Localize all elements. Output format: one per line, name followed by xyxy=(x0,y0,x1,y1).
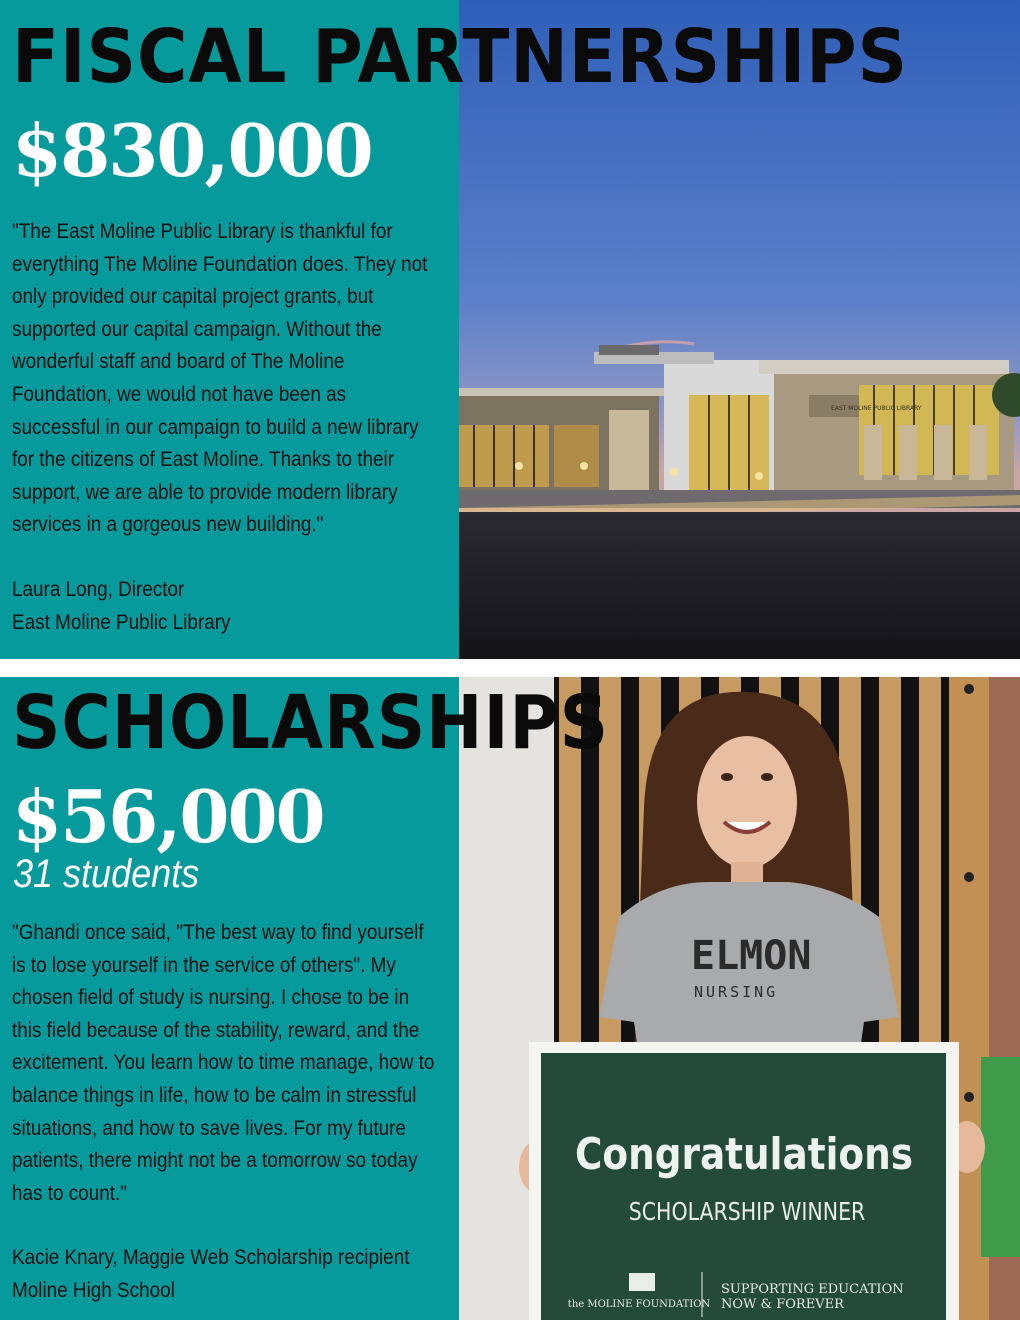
scholarship-winner-photo xyxy=(459,677,1020,1320)
scholarships-section xyxy=(0,677,1020,1320)
scholarships-student-count: 31 students xyxy=(13,852,200,896)
fiscal-attribution-org: East Moline Public Library xyxy=(12,610,231,634)
shirt-text: ELMON xyxy=(691,933,812,979)
fiscal-attribution xyxy=(12,574,435,639)
scholarships-amount: $56,000 xyxy=(12,774,324,859)
fiscal-amount: $830,000 xyxy=(12,108,372,193)
fiscal-quote: "The East Moline Public Library is thankful for everything The Moline Foundation does. They not only provided our capital project grants, but supported our capital campaign. Without the wonderful staff and board of The Moline Foundation, we would not have been as successful in our campaign to build a new library for the citizens of East Moline. Thanks to their support, we are able to provide modern library services in a gorgeous new building." xyxy=(12,220,428,537)
scholarships-attribution-org: Moline High School xyxy=(12,1278,175,1302)
sign-subtitle: SCHOLARSHIP WINNER xyxy=(628,1198,866,1227)
fiscal-attribution-name: Laura Long, Director xyxy=(12,578,185,601)
fiscal-partnerships-section xyxy=(0,0,1020,659)
sign-logo-text: the MOLINE FOUNDATION xyxy=(567,1299,711,1310)
shirt-subtext: NURSING xyxy=(694,983,779,1001)
sign-tagline-2: NOW & FOREVER xyxy=(721,1297,844,1312)
scholarship-winner-illustration xyxy=(459,677,1020,1320)
section-divider xyxy=(0,659,1020,677)
sign-title: Congratulations xyxy=(574,1128,914,1180)
scholarships-title: SCHOLARSHIPS xyxy=(12,680,610,766)
sign-tagline-1: SUPPORTING EDUCATION xyxy=(721,1282,904,1297)
scholarships-attribution xyxy=(12,1242,435,1307)
scholarships-quote: "Ghandi once said, "The best way to find yourself is to lose yourself in the service of others". My chosen field of study is nursing. I chose to be in this field because of the stability, reward, and the excitement. You learn how to time manage, how to balance things in life, how to be calm in stressful situations, and how to save lives. For my future patients, there might not be a tomorrow so today has to count." xyxy=(12,921,435,1205)
library-building-sign: EAST MOLINE PUBLIC LIBRARY xyxy=(831,405,922,412)
fiscal-title: FISCAL PARTNERSHIPS xyxy=(12,14,909,100)
scholarships-attribution-name: Kacie Knary, Maggie Web Scholarship recipient xyxy=(12,1246,410,1269)
